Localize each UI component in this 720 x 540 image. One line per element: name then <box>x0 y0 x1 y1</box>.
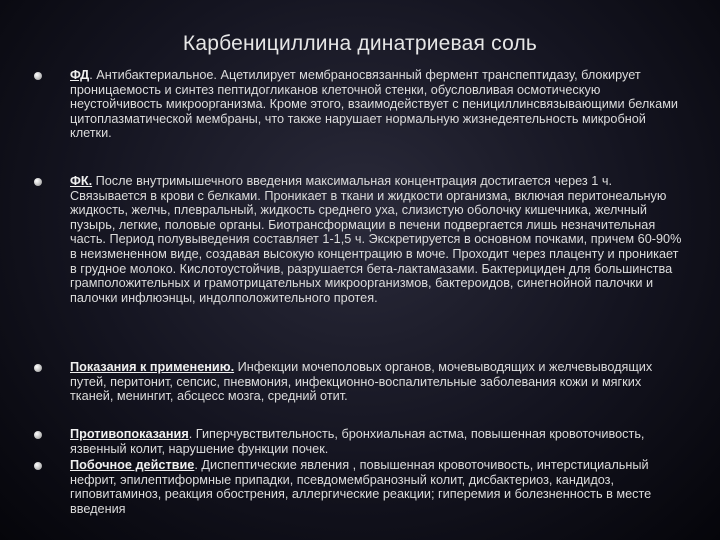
list-item-indications <box>34 360 682 427</box>
bullet-icon <box>34 462 42 470</box>
item-text: Инфекции мочеполовых органов, мочевыводящих и желчевыводящих путей, перитонит, сепсис, пневмония, инфекционно-воспалительные заболевания кожи и мягких тканей, менингит, абсцесс мозга, средний отит. <box>70 360 653 404</box>
item-text: После внутримышечного введения максимальная концентрация достигается через 1 ч. Связывается в крови с белками. Проникает в ткани и жидкости организма, включая перитонеальную жидкость, желчь, плевральный, жидкость среднего уха, слизистую оболочку кишечника, желчный пузырь, легкие, половые органы. Биотрансформации в печени подвергается лишь незначительная часть. Период полувыведения составляет 1-1,5 ч. Экскретируется в основном почками, причем 60-90% в неизмененном виде, создавая высокую концентрацию в моче. Проходит через плаценту и проникает в грудное молоко. Кислотоустойчив, разрушается бета-лактамазами. Бактерициден для большинства грамположительных и грамотрицательных микроорганизмов, бактероидов, синегнойной палочки и палочки инфлюэнцы, индолположительного протея. <box>70 174 682 305</box>
list-item-side-effects <box>34 458 682 518</box>
item-text: . Антибактериальное. Ацетилирует мембраносвязанный фермент транспептидазу, блокирует проницаемость и синтез пептидогликанов клеточной стенки, обусловливая осмотическую неустойчивость микроорганизма. Кроме этого, взаимодействует с пенициллинсвязывающими белками цитоплазматической мембраны, что также нарушает нормальную жизнедеятельность микробной клетки. <box>70 68 678 141</box>
slide-title: Карбенициллина динатриевая соль <box>182 32 538 55</box>
item-heading: Противопоказания <box>70 427 189 441</box>
item-heading: ФК. <box>70 174 93 188</box>
list-item-fd <box>34 68 682 174</box>
bullet-icon <box>34 431 42 439</box>
bullet-list <box>34 68 682 518</box>
item-text: . Гиперчувствительность, бронхиальная астма, повышенная кровоточивость, язвенный колит, нарушение функции почек. <box>70 427 645 456</box>
bullet-icon <box>34 178 42 186</box>
bullet-icon <box>34 72 42 80</box>
item-heading: Побочное действие <box>70 458 195 472</box>
item-heading: Показания к применению. <box>70 360 235 374</box>
bullet-icon <box>34 364 42 372</box>
list-item-contraindications <box>34 427 682 458</box>
item-text: . Диспептические явления , повышенная кровоточивость, интерстициальный нефрит, эпилептиформные припадки, псевдомембранозный колит, дисбактериоз, кандидоз, гиповитаминоз, реакция обострения, аллергические реакции; гиперемия и болезненность в месте введения <box>70 458 652 516</box>
list-item-fk <box>34 174 682 360</box>
item-heading: ФД <box>70 68 90 82</box>
